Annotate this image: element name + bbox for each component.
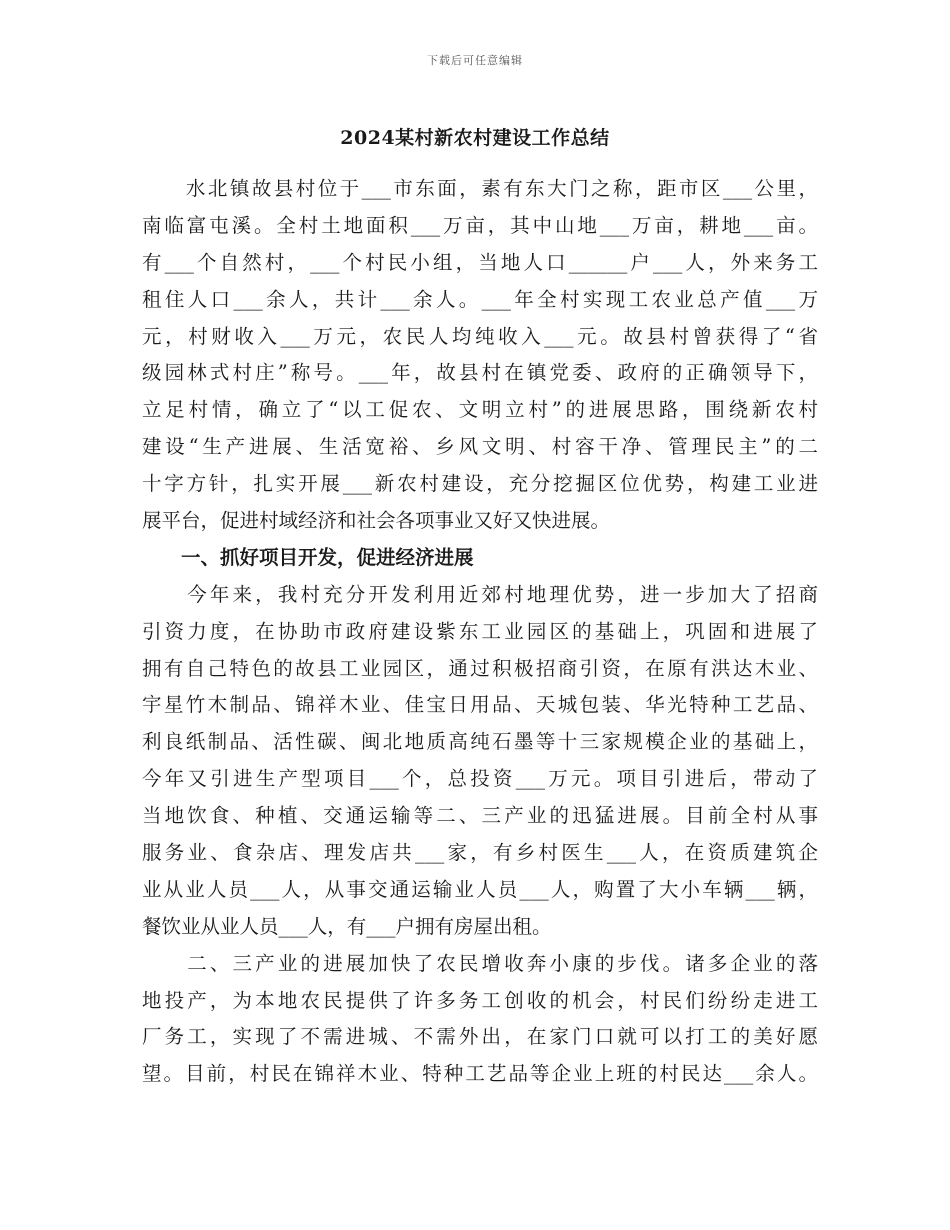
text-line: 望。目前，村民在锦祥木业、特种工艺品等企业上班的村民达___余人。 [142,1062,818,1086]
header-note: 下载后可任意编辑 [427,54,523,67]
text-line: 建设“生产进展、生活宽裕、乡风文明、村容干净、管理民主”的二 [142,435,818,459]
text-line: 宇星竹木制品、锦祥木业、佳宝日用品、天城包装、华光特种工艺品、 [142,693,818,717]
text-line: 今年又引进生产型项目___个，总投资___万元。项目引进后，带动了 [142,767,818,791]
document-title: 2024某村新农村建设工作总结 [340,127,610,149]
text-line: 元，村财收入___万元，农民人均纯收入___元。故县村曾获得了“省 [142,324,818,348]
text-line: 地投产，为本地农民提供了许多务工创收的机会，村民们纷纷走进工 [142,988,818,1012]
text-line: 业从业人员___人，从事交通运输业人员___人，购置了大小车辆___辆， [142,877,818,901]
text-line: 二、三产业的进展加快了农民增收奔小康的步伐。诸多企业的落 [142,951,818,975]
text-line: 十字方针，扎实开展___新农村建设，充分挖掘区位优势，构建工业进 [142,472,818,496]
text-line: 有___个自然村，___个村民小组，当地人口______户___人，外来务工 [142,250,818,274]
text-line: 服务业、食杂店、理发店共___家，有乡村医生___人，在资质建筑企 [142,841,818,865]
text-line: 展平台，促进村域经济和社会各项事业又好又快进展。 [142,509,611,533]
text-line: 级园林式村庄”称号。___年，故县村在镇党委、政府的正确领导下， [142,361,818,385]
section-heading: 一、抓好项目开发，促进经济进展 [142,545,474,569]
text-line: 今年来，我村充分开发利用近郊村地理优势，进一步加大了招商 [142,582,818,606]
text-line: 利良纸制品、活性碳、闽北地质高纯石墨等十三家规模企业的基础上， [142,730,818,754]
text-line: 餐饮业从业人员___人，有___户拥有房屋出租。 [142,914,552,938]
text-line: 南临富屯溪。全村土地面积___万亩，其中山地___万亩，耕地___亩。 [142,213,818,237]
text-line: 引资力度，在协助市政府建设紫东工业园区的基础上，巩固和进展了 [142,619,818,643]
text-line: 立足村情，确立了“以工促农、文明立村”的进展思路，围绕新农村 [142,398,818,422]
text-line: 厂务工，实现了不需进城、不需外出，在家门口就可以打工的美好愿 [142,1025,818,1049]
text-line: 租住人口___余人，共计___余人。___年全村实现工农业总产值___万 [142,287,818,311]
text-line: 拥有自己特色的故县工业园区，通过积极招商引资，在原有洪达木业、 [142,656,818,680]
text-line: 当地饮食、种植、交通运输等二、三产业的迅猛进展。目前全村从事 [142,804,818,828]
document-body [142,171,818,1093]
text-line: 水北镇故县村位于___市东面，素有东大门之称，距市区___公里， [142,177,818,200]
